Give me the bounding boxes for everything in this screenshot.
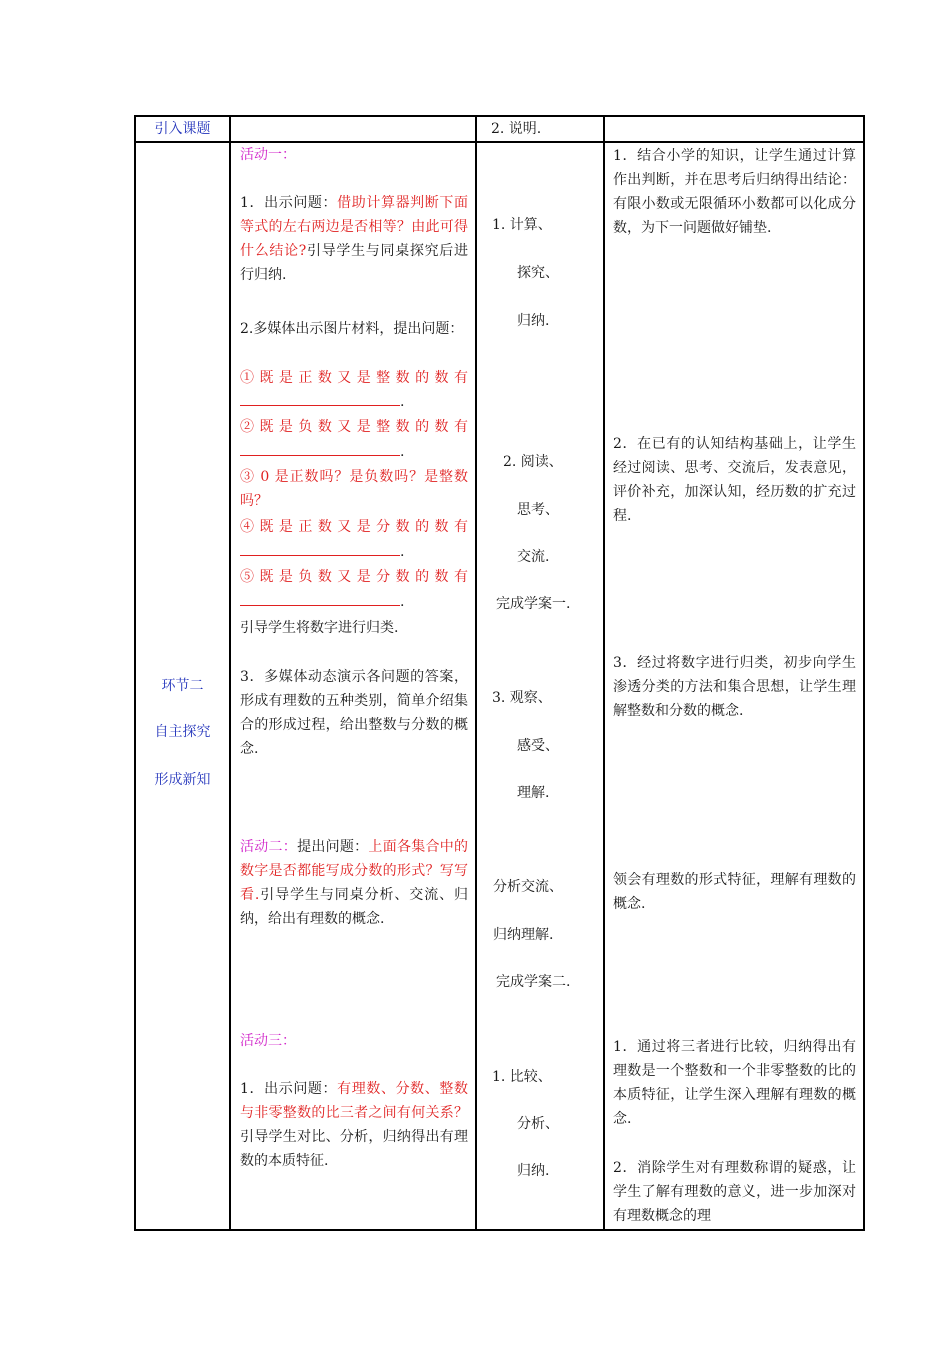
student-line: 理解. (517, 785, 550, 801)
question-item-2: ②既是负数又是整数的数有 (240, 419, 468, 435)
student-activity-intro: 2. 说明. (491, 121, 542, 137)
activity-three-heading: 活动三： (240, 1033, 296, 1049)
question-item-4: ④既是正数又是分数的数有 (240, 519, 468, 535)
activity-two-heading: 活动二： (240, 839, 298, 855)
q1-prefix: 1．出示问题： (240, 195, 338, 211)
student-line: 分析、 (517, 1116, 559, 1132)
student-line: 感受、 (517, 738, 559, 754)
activity-three-guide: 引导学生对比、分析，归纳得出有理数的本质特征. (240, 1129, 468, 1169)
question-item-5-blank: . (240, 590, 468, 614)
activity-two-guide: 引导学生与同桌分析、交流、归纳，给出有理数的概念. (240, 887, 469, 927)
intent-2: 2．在已有的认知结构基础上，让学生经过阅读、思考、交流后，发表意见，评价补充，加深认知，经历数的扩充过程. (613, 436, 856, 524)
activity-one-heading: 活动一： (240, 147, 296, 163)
intent-4: 领会有理数的形式特征，理解有理数的概念. (613, 872, 856, 912)
student-line: 1. 计算、 (492, 217, 552, 233)
student-line: 归纳. (517, 313, 550, 329)
student-line: 分析交流、 (493, 879, 563, 895)
activity-three-question-text: 有理数、分数、整数与非零整数的比三者之间有何关系？ (240, 1081, 468, 1121)
column-divider-2 (475, 115, 477, 1231)
stage-two-subtitle-2: 形成新知 (154, 772, 211, 788)
student-line: 思考、 (517, 502, 559, 518)
column-divider-1 (229, 115, 231, 1231)
student-line: 交流. (517, 549, 550, 565)
question-item-2-blank: . (240, 440, 468, 464)
activity-one-question-1 (240, 191, 468, 287)
intent-6: 2．消除学生对有理数称谓的疑惑，让学生了解有理数的意义，进一步加深对有理数概念的理 (613, 1160, 856, 1224)
activity-three-question (240, 1077, 468, 1173)
question-item-1-blank: . (240, 390, 468, 414)
stage-two-subtitle-1: 自主探究 (154, 724, 211, 740)
intent-5: 1．通过将三者进行比较，归纳得出有理数是一个整数和一个非零整数的比的本质特征，让学生深入理解有理数的概念. (613, 1039, 856, 1127)
table-border-bottom (134, 1229, 865, 1231)
activity-two-prefix: 提出问题： (297, 839, 369, 855)
student-line: 1. 比较、 (492, 1069, 552, 1085)
question-item-4-blank: . (240, 540, 468, 564)
table-border-right (863, 115, 865, 1231)
question-item-1: ①既是正数又是整数的数有 (240, 370, 468, 386)
q1-question: 借助计算器判断下面等式的左右两边是否相等？由此可得什么结论? (240, 195, 468, 259)
student-line: 归纳. (517, 1163, 550, 1179)
intent-1: 1．结合小学的知识，让学生通过计算作出判断，并在思考后归纳得出结论：有限小数或无限循环小数都可以化成分数，为下一问题做好铺垫. (613, 148, 856, 236)
question-item-5: ⑤既是负数又是分数的数有 (240, 569, 468, 585)
student-line: 3. 观察、 (492, 690, 552, 706)
table-border-left (134, 115, 136, 1231)
column-divider-3 (603, 115, 605, 1231)
q1-guide: 引导学生与同桌探究后进行归纳. (240, 243, 469, 283)
activity-three-prefix: 1．出示问题： (240, 1081, 338, 1097)
table-border-top (134, 115, 865, 117)
student-line: 2. 阅读、 (503, 454, 563, 470)
student-line: 完成学案一. (496, 596, 571, 612)
classification-guide: 引导学生将数字进行归类. (240, 620, 399, 636)
activity-two (240, 835, 468, 931)
stage-two-title: 环节二 (161, 678, 204, 694)
student-line: 归纳理解. (493, 927, 554, 943)
activity-one-question-3: 3．多媒体动态演示各问题的答案，形成有理数的五种类别，简单介绍集合的形成过程，给出整数与分数的概念. (240, 669, 468, 757)
question-item-3: ③ 0 是正数吗？是负数吗？是整数吗？ (240, 469, 468, 509)
intent-3: 3．经过将数字进行归类，初步向学生渗透分类的方法和集合思想，让学生理解整数和分数的概念. (613, 655, 856, 719)
activity-two-question: 上面各集合中的数字是否都能写成分数的形式？写写看. (240, 839, 469, 903)
student-line: 探究、 (517, 265, 559, 281)
stage-intro-label: 引入课题 (154, 121, 211, 137)
activity-one-question-2-intro: 2.多媒体出示图片材料，提出问题： (240, 321, 464, 337)
student-line: 完成学案二. (496, 974, 571, 990)
